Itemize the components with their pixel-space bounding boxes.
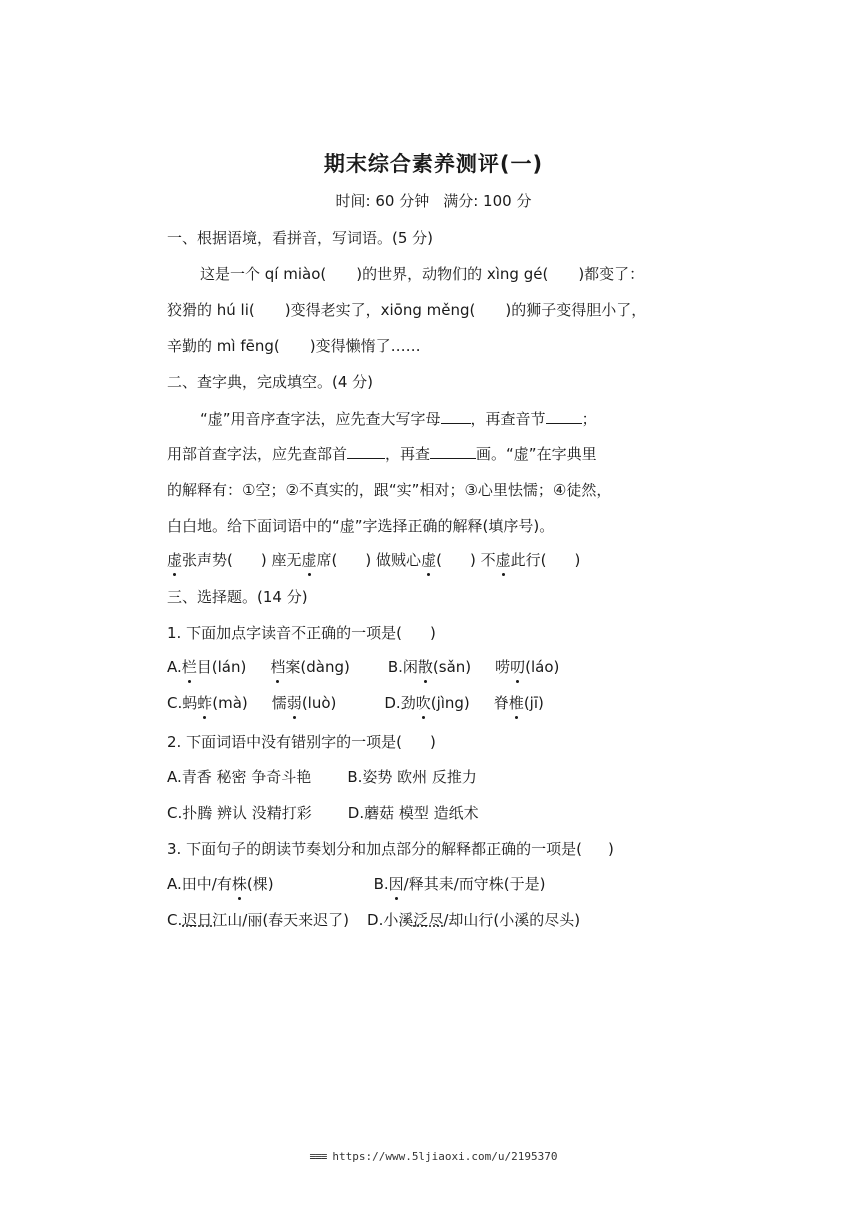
option-a[interactable]: A.田中/有株(棵): [167, 875, 274, 893]
time-limit: 时间: 60 分钟: [335, 192, 430, 210]
option-c[interactable]: C.蚂蚱(mà) 懦弱(luò): [167, 694, 337, 712]
option-b[interactable]: B.姿势 欧州 反推力: [347, 768, 477, 786]
section1-heading: 一、根据语境，看拼音，写词语。(5 分): [167, 229, 434, 247]
section1-line3: 辛勤的 mì fēng( )变得懒惰了……: [167, 337, 421, 355]
section2-line2: 用部首查字法，应先查部首 ，再查 画。“虚”在字典里: [167, 445, 597, 463]
section2-line1: “虚”用音序查字法，应先查大写字母 ，再查音节 ；: [200, 410, 597, 428]
section2-words: 虚张声势( ) 座无虚席( ) 做贼心虚( ) 不虚此行( ): [167, 551, 581, 569]
section2-line4: 白白地。给下面词语中的“虚”字选择正确的解释(填序号)。: [167, 517, 555, 535]
question1-stem: 1. 下面加点字读音不正确的一项是( ): [167, 624, 436, 642]
option-c[interactable]: C.扑腾 辨认 没精打彩: [167, 804, 312, 822]
site-logo: ≡≡≡: [309, 1150, 327, 1163]
footer-watermark: [0, 1150, 867, 1163]
full-score: 满分: 100 分: [443, 192, 532, 210]
question1-options-ab: [167, 657, 559, 677]
answer-blank[interactable]: [430, 444, 476, 459]
section1-line2: 狡猾的 hú li( )变得老实了，xiōng měng( )的狮子变得胆小了，: [167, 301, 647, 319]
option-d[interactable]: D.小溪泛尽/却山行(小溪的尽头): [367, 911, 581, 929]
option-a[interactable]: A.栏目(lán) 档案(dàng): [167, 658, 350, 676]
question2-options-cd: [167, 803, 479, 823]
answer-blank[interactable]: [546, 409, 582, 424]
answer-blank[interactable]: [347, 444, 385, 459]
question2-options-ab: [167, 767, 477, 787]
option-d[interactable]: D.劲吹(jìng) 脊椎(jī): [384, 694, 544, 712]
option-d[interactable]: D.蘑菇 模型 造纸术: [347, 804, 479, 822]
question1-options-cd: [167, 693, 544, 713]
question3-options-cd: [167, 910, 580, 930]
option-c[interactable]: C.迟日江山/丽(春天来迟了): [167, 911, 350, 929]
question3-options-ab: [167, 874, 545, 894]
option-b[interactable]: B.闲散(sǎn) 唠叨(láo): [387, 658, 560, 676]
section2-line3: 的解释有：①空；②不真实的，跟“实”相对；③心里怯懦；④徒然，: [167, 481, 612, 499]
option-a[interactable]: A.青香 秘密 争奇斗艳: [167, 768, 312, 786]
section1-line1: 这是一个 qí miào( )的世界，动物们的 xìng gé( )都变了：: [200, 265, 645, 283]
page-title: 期末综合素养测评(一): [323, 152, 544, 176]
section2-heading: 二、查字典，完成填空。(4 分): [167, 373, 374, 391]
footer-url[interactable]: https://www.5ljiaoxi.com/u/2195370: [332, 1150, 558, 1163]
answer-blank[interactable]: [441, 409, 471, 424]
question2-stem: 2. 下面词语中没有错别字的一项是( ): [167, 733, 436, 751]
exam-info: [0, 190, 867, 211]
section3-heading: 三、选择题。(14 分): [167, 588, 308, 606]
option-b[interactable]: B.因/释其耒/而守株(于是): [373, 875, 546, 893]
question3-stem: 3. 下面句子的朗读节奏划分和加点部分的解释都正确的一项是( ): [167, 840, 614, 858]
